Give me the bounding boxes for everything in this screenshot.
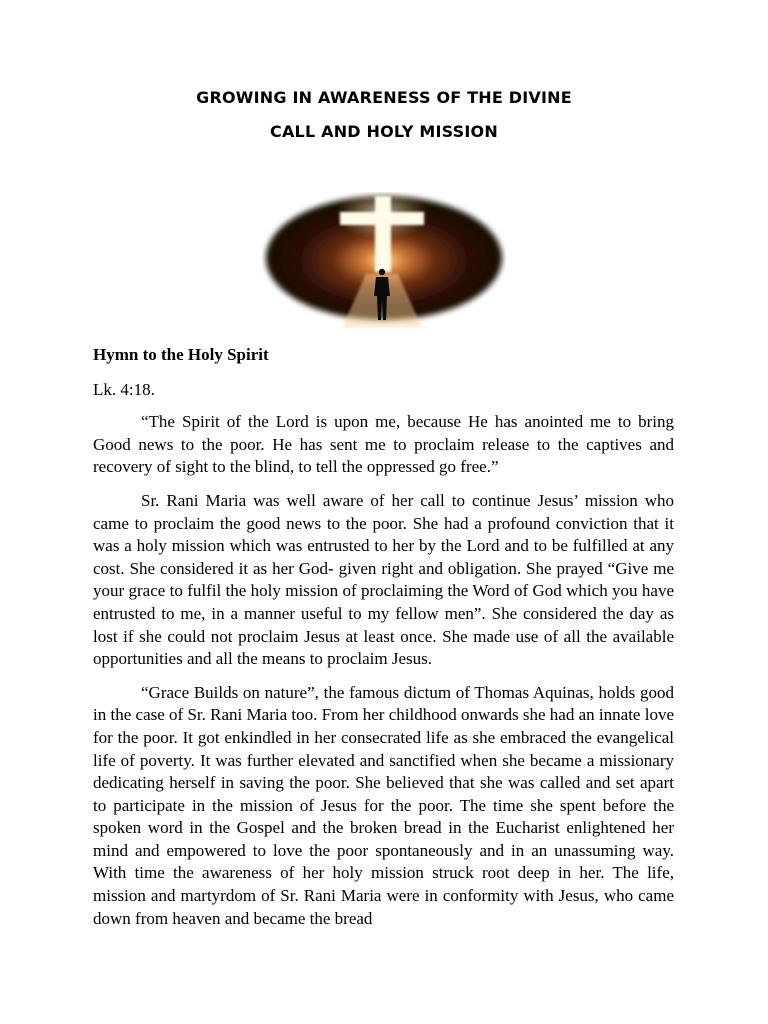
paragraph-quote: “The Spirit of the Lord is upon me, because He has anointed me to bring Good news to the poor. He has sent me to proclaim release to the captives and recovery of sight to the blind, to tell the oppressed go free.” [93, 412, 674, 477]
paragraph: “Grace Builds on nature”, the famous dictum of Thomas Aquinas, holds good in the case of Sr. Rani Maria too. From her childhood onwards she had an innate love for the poor. It got enkindled in her consecrated life as she embraced the evangelical life of poverty. It was further elevated and sanctified when she became a missionary dedicating herself in saving the poor. She believed that she was called and set apart to participate in the mission of Jesus for the poor. The time she spent before the spoken word in the Gospel and the broken bread in the Eucharist enlightened her mind and empowered to love the poor spontaneously and in an unassuming way. With time the awareness of her holy mission struck root deep in her. The life, mission and martyrdom of Sr. Rani Maria were in conformity with Jesus, who came down from heaven and became the bread [93, 682, 674, 928]
paragraph: Sr. Rani Maria was well aware of her call to continue Jesus’ mission who came to proclaim the good news to the poor. She had a profound conviction that it was a holy mission which was entrusted to her by the Lord and to be fulfilled at any cost. She considered it as her God- given right and obligation. She prayed “Give me your grace to fulfil the holy mission of proclaiming the Word of God which you have entrusted to me, in a manner useful to my fellow men”. She considered the day as lost if she could not proclaim Jesus at least once. She made use of all the available opportunities and all the means to proclaim Jesus. [93, 490, 674, 669]
cross-light-silhouette-icon [262, 192, 506, 328]
scripture-reference: Lk. 4:18. [93, 379, 155, 399]
section-heading: Hymn to the Holy Spirit [93, 345, 269, 364]
page-title-line-2: CALL AND HOLY MISSION [270, 122, 498, 141]
page-title-line-1: GROWING IN AWARENESS OF THE DIVINE [196, 88, 572, 107]
document-body [93, 344, 674, 941]
